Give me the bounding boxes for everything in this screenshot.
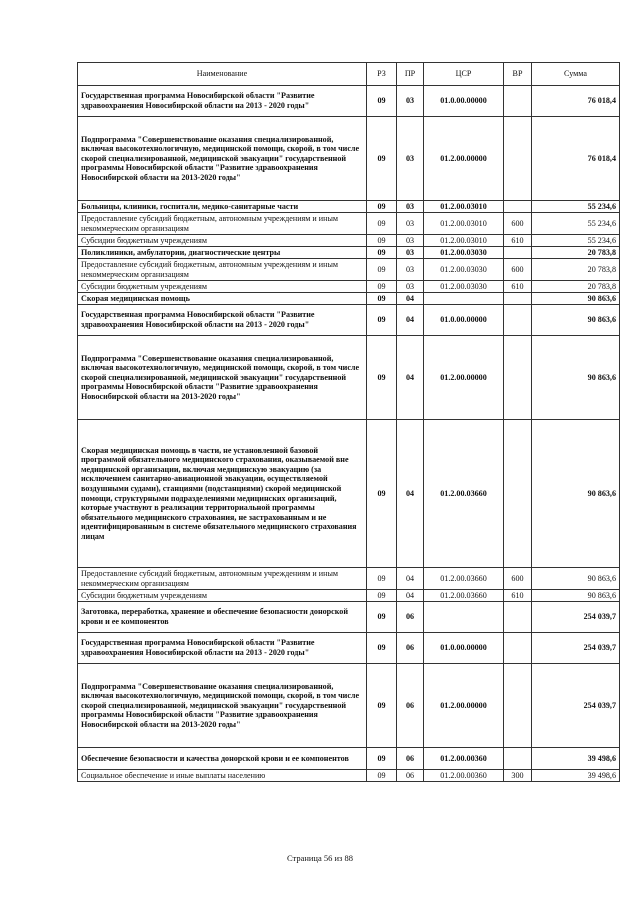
header-csr: ЦСР	[424, 63, 504, 86]
table-row	[78, 259, 620, 281]
cell-sum: 20 783,8	[532, 281, 620, 293]
cell-name: Субсидии бюджетным учреждениям	[78, 235, 367, 247]
cell-pr: 03	[397, 259, 424, 281]
table-row	[78, 293, 620, 305]
cell-rz: 09	[367, 748, 397, 770]
cell-pr: 04	[397, 336, 424, 420]
cell-sum: 55 234,6	[532, 201, 620, 213]
cell-vr	[504, 748, 532, 770]
cell-csr: 01.2.00.03030	[424, 281, 504, 293]
cell-sum: 39 498,6	[532, 770, 620, 782]
cell-pr: 04	[397, 420, 424, 568]
cell-name: Подпрограмма "Совершенствование оказания специализированной, включая высокотехнологичную, медицинской помощи, скорой, в том числе скорой специализированной, медицинской эвакуации" государственной программы Новосибирской области "Развитие здравоохранения Новосибирской области на 2013-2020 годы"	[78, 117, 367, 201]
cell-csr: 01.2.00.03010	[424, 201, 504, 213]
cell-vr: 600	[504, 259, 532, 281]
cell-pr: 04	[397, 305, 424, 336]
cell-sum: 254 039,7	[532, 633, 620, 664]
cell-rz: 09	[367, 259, 397, 281]
cell-name: Обеспечение безопасности и качества донорской крови и ее компонентов	[78, 748, 367, 770]
header-rz: РЗ	[367, 63, 397, 86]
header-vr: ВР	[504, 63, 532, 86]
cell-vr	[504, 305, 532, 336]
table-row	[78, 213, 620, 235]
cell-pr: 03	[397, 86, 424, 117]
cell-sum: 20 783,8	[532, 247, 620, 259]
cell-csr	[424, 602, 504, 633]
cell-vr: 610	[504, 235, 532, 247]
cell-name: Государственная программа Новосибирской области "Развитие здравоохранения Новосибирской области на 2013 - 2020 годы"	[78, 305, 367, 336]
cell-name: Поликлиники, амбулатории, диагностические центры	[78, 247, 367, 259]
cell-pr: 03	[397, 117, 424, 201]
cell-sum: 90 863,6	[532, 293, 620, 305]
cell-vr: 610	[504, 590, 532, 602]
cell-rz: 09	[367, 247, 397, 259]
cell-sum: 90 863,6	[532, 420, 620, 568]
cell-pr: 06	[397, 770, 424, 782]
cell-rz: 09	[367, 281, 397, 293]
cell-name: Подпрограмма "Совершенствование оказания специализированной, включая высокотехнологичную, медицинской помощи, скорой, в том числе скорой специализированной, медицинской эвакуации" государственной программы Новосибирской области "Развитие здравоохранения Новосибирской области на 2013-2020 годы"	[78, 336, 367, 420]
table-row	[78, 590, 620, 602]
cell-name: Государственная программа Новосибирской области "Развитие здравоохранения Новосибирской области на 2013 - 2020 годы"	[78, 86, 367, 117]
cell-rz: 09	[367, 664, 397, 748]
table-header-row	[78, 63, 620, 86]
cell-pr: 03	[397, 247, 424, 259]
cell-rz: 09	[367, 770, 397, 782]
budget-table-container	[77, 62, 619, 782]
cell-pr: 03	[397, 235, 424, 247]
cell-csr: 01.0.00.00000	[424, 633, 504, 664]
cell-rz: 09	[367, 336, 397, 420]
table-row	[78, 235, 620, 247]
table-row	[78, 633, 620, 664]
budget-table	[77, 62, 620, 782]
table-row	[78, 602, 620, 633]
cell-rz: 09	[367, 420, 397, 568]
cell-pr: 04	[397, 568, 424, 590]
cell-rz: 09	[367, 86, 397, 117]
cell-vr	[504, 633, 532, 664]
cell-rz: 09	[367, 293, 397, 305]
cell-csr: 01.2.00.00000	[424, 336, 504, 420]
table-row	[78, 201, 620, 213]
cell-csr: 01.2.00.00000	[424, 117, 504, 201]
cell-sum: 90 863,6	[532, 568, 620, 590]
cell-name: Подпрограмма "Совершенствование оказания специализированной, включая высокотехнологичную, медицинской помощи, скорой, в том числе скорой специализированной, медицинской эвакуации" государственной программы Новосибирской области "Развитие здравоохранения Новосибирской области на 2013-2020 годы"	[78, 664, 367, 748]
cell-csr: 01.2.00.00000	[424, 664, 504, 748]
cell-vr: 300	[504, 770, 532, 782]
cell-vr: 610	[504, 281, 532, 293]
table-body	[78, 86, 620, 782]
cell-name: Скорая медицинская помощь	[78, 293, 367, 305]
cell-vr	[504, 117, 532, 201]
cell-rz: 09	[367, 201, 397, 213]
header-name: Наименование	[78, 63, 367, 86]
table-row	[78, 748, 620, 770]
table-row	[78, 117, 620, 201]
cell-csr: 01.2.00.03010	[424, 213, 504, 235]
cell-pr: 06	[397, 664, 424, 748]
cell-sum: 90 863,6	[532, 336, 620, 420]
table-row	[78, 281, 620, 293]
cell-rz: 09	[367, 590, 397, 602]
cell-csr: 01.2.00.03660	[424, 420, 504, 568]
cell-name: Субсидии бюджетным учреждениям	[78, 281, 367, 293]
cell-sum: 254 039,7	[532, 602, 620, 633]
cell-vr	[504, 201, 532, 213]
cell-csr: 01.2.00.03660	[424, 568, 504, 590]
page-number: Страница 56 из 88	[286, 853, 354, 863]
cell-csr: 01.0.00.00000	[424, 305, 504, 336]
cell-pr: 03	[397, 281, 424, 293]
cell-vr	[504, 420, 532, 568]
cell-vr	[504, 247, 532, 259]
cell-name: Заготовка, переработка, хранение и обеспечение безопасности донорской крови и ее компонентов	[78, 602, 367, 633]
cell-sum: 55 234,6	[532, 213, 620, 235]
cell-csr: 01.2.00.00360	[424, 770, 504, 782]
cell-name: Больницы, клиники, госпитали, медико-санитарные части	[78, 201, 367, 213]
cell-pr: 03	[397, 201, 424, 213]
cell-sum: 254 039,7	[532, 664, 620, 748]
header-pr: ПР	[397, 63, 424, 86]
cell-rz: 09	[367, 602, 397, 633]
cell-vr	[504, 602, 532, 633]
table-row	[78, 664, 620, 748]
table-row	[78, 568, 620, 590]
table-row	[78, 247, 620, 259]
cell-csr: 01.2.00.03660	[424, 590, 504, 602]
cell-name: Скорая медицинская помощь в части, не установленной базовой программой обязательного медицинского страхования, оказываемой вне медицинской организации, включая медицинскую эвакуацию (за исключением санитарно-авиационной эвакуации, осуществляемой воздушными судами), станциями (подстанциями) скорой медицинской помощи, структурными подразделениями медицинских организаций, которые участвуют в реализации территориальной программы обязательного медицинского страхования, не застрахованным и не идентифицированным в системе обязательного медицинского страхования лицам	[78, 420, 367, 568]
cell-csr: 01.2.00.00360	[424, 748, 504, 770]
cell-name: Государственная программа Новосибирской области "Развитие здравоохранения Новосибирской области на 2013 - 2020 годы"	[78, 633, 367, 664]
cell-sum: 76 018,4	[532, 117, 620, 201]
cell-name: Предоставление субсидий бюджетным, автономным учреждениям и иным некоммерческим организациям	[78, 213, 367, 235]
cell-pr: 03	[397, 213, 424, 235]
cell-vr: 600	[504, 568, 532, 590]
cell-csr: 01.0.00.00000	[424, 86, 504, 117]
table-row	[78, 305, 620, 336]
table-row	[78, 86, 620, 117]
cell-name: Социальное обеспечение и иные выплаты населению	[78, 770, 367, 782]
cell-sum: 90 863,6	[532, 590, 620, 602]
cell-vr	[504, 86, 532, 117]
cell-csr: 01.2.00.03030	[424, 259, 504, 281]
cell-pr: 06	[397, 633, 424, 664]
cell-csr	[424, 293, 504, 305]
cell-sum: 90 863,6	[532, 305, 620, 336]
cell-vr	[504, 293, 532, 305]
cell-pr: 04	[397, 590, 424, 602]
cell-csr: 01.2.00.03030	[424, 247, 504, 259]
cell-rz: 09	[367, 305, 397, 336]
cell-rz: 09	[367, 235, 397, 247]
cell-rz: 09	[367, 633, 397, 664]
cell-vr	[504, 664, 532, 748]
cell-rz: 09	[367, 568, 397, 590]
cell-sum: 76 018,4	[532, 86, 620, 117]
cell-name: Субсидии бюджетным учреждениям	[78, 590, 367, 602]
cell-name: Предоставление субсидий бюджетным, автономным учреждениям и иным некоммерческим организациям	[78, 259, 367, 281]
cell-rz: 09	[367, 213, 397, 235]
header-sum: Сумма	[532, 63, 620, 86]
cell-sum: 20 783,8	[532, 259, 620, 281]
cell-vr	[504, 336, 532, 420]
table-row	[78, 420, 620, 568]
table-row	[78, 770, 620, 782]
table-row	[78, 336, 620, 420]
cell-csr: 01.2.00.03010	[424, 235, 504, 247]
cell-pr: 06	[397, 748, 424, 770]
cell-sum: 39 498,6	[532, 748, 620, 770]
cell-name: Предоставление субсидий бюджетным, автономным учреждениям и иным некоммерческим организациям	[78, 568, 367, 590]
cell-vr: 600	[504, 213, 532, 235]
cell-pr: 06	[397, 602, 424, 633]
cell-rz: 09	[367, 117, 397, 201]
cell-sum: 55 234,6	[532, 235, 620, 247]
cell-pr: 04	[397, 293, 424, 305]
